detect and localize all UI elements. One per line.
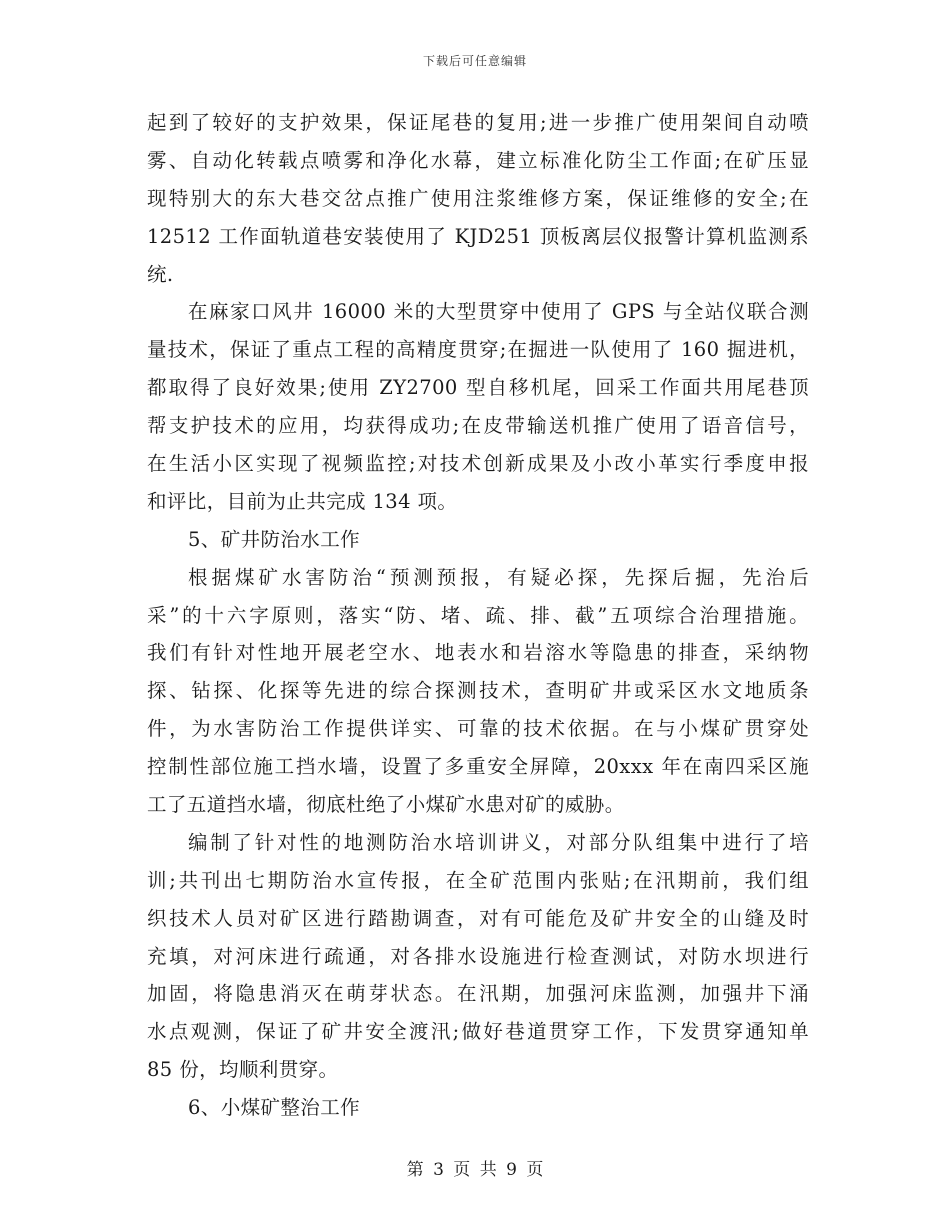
body-line: 在生活小区实现了视频监控;对技术创新成果及小改小革实行季度申报	[147, 452, 809, 476]
body-line: 我们有针对性地开展老空水、地表水和岩溶水等隐患的排查，采纳物	[147, 641, 809, 665]
body-line: 加固，将隐患消灭在萌芽状态。在汛期，加强河床监测，加强井下涌	[147, 982, 809, 1006]
body-line: 起到了较好的支护效果，保证尾巷的复用;进一步推广使用架间自动喷	[147, 111, 809, 134]
body-line: 充填，对河床进行疏通，对各排水设施进行检查测试，对防水坝进行	[147, 944, 809, 968]
document-body	[147, 104, 809, 1127]
paragraph-start-line: 编制了针对性的地测防治水培训讲义，对部分队组集中进行了培	[188, 830, 809, 854]
section-heading-6: 6、小煤矿整治工作	[188, 1096, 361, 1120]
body-line: 帮支护技术的应用，均获得成功;在皮带输送机推广使用了语音信号，	[147, 414, 809, 438]
footer-page-total: 9	[506, 1160, 517, 1180]
body-line: 和评比，目前为止共完成 134 项。	[147, 489, 458, 513]
body-line: 训;共刊出七期防治水宣传报，在全矿范围内张贴;在汛期前，我们组	[147, 868, 809, 892]
body-line: 现特别大的东大巷交岔点推广使用注浆维修方案，保证维修的安全;在	[147, 186, 809, 210]
footer-page-current: 3	[433, 1160, 444, 1180]
body-line: 都取得了良好效果;使用 ZY2700 型自移机尾，回采工作面共用尾巷顶	[147, 376, 809, 400]
body-line: 12512 工作面轨道巷安装使用了 KJD251 顶板离层仪报警计算机监测系	[147, 224, 809, 248]
footer-middle: 页 共	[453, 1160, 497, 1180]
body-line: 统.	[147, 262, 174, 286]
body-line: 85 份，均顺利贯穿。	[147, 1058, 339, 1082]
body-line: 水点观测，保证了矿井安全渡汛;做好巷道贯穿工作，下发贯穿通知单	[147, 1020, 809, 1044]
paragraph-start-line: 根据煤矿水害防治“预测预报，有疑必探，先探后掘，先治后	[188, 565, 809, 589]
footer-prefix: 第	[406, 1160, 424, 1180]
section-heading-5: 5、矿井防治水工作	[188, 527, 361, 551]
body-line: 控制性部位施工挡水墙，设置了多重安全屏障，20xxx 年在南四采区施	[147, 755, 809, 779]
body-line: 量技术，保证了重点工程的高精度贯穿;在掘进一队使用了 160 掘进机，	[147, 338, 809, 362]
body-line: 件，为水害防治工作提供详实、可靠的技术依据。在与小煤矿贯穿处	[147, 717, 809, 741]
body-line: 雾、自动化转载点喷雾和净化水幕，建立标准化防尘工作面;在矿压显	[147, 148, 809, 172]
body-line: 工了五道挡水墙，彻底杜绝了小煤矿水患对矿的威胁。	[147, 793, 625, 817]
body-line: 采”的十六字原则，落实“防、堵、疏、排、截”五项综合治理措施。	[147, 603, 809, 627]
footer-suffix: 页	[526, 1160, 544, 1180]
paragraph-start-line: 在麻家口风井 16000 米的大型贯穿中使用了 GPS 与全站仪联合测	[188, 300, 809, 324]
page-header: 下载后可任意编辑	[422, 54, 527, 68]
body-line: 探、钻探、化探等先进的综合探测技术，查明矿井或采区水文地质条	[147, 679, 809, 703]
body-line: 织技术人员对矿区进行踏勘调查，对有可能危及矿井安全的山缝及时	[147, 906, 809, 930]
page-footer	[0, 1155, 950, 1180]
